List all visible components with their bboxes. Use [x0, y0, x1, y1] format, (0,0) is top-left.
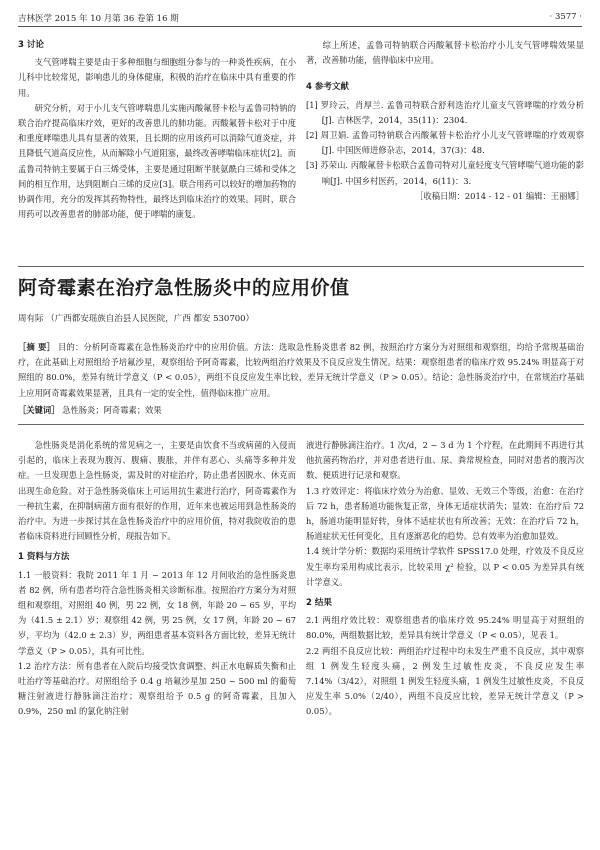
- keywords-text: 急性肠炎；阿奇霉素；效果: [62, 405, 162, 415]
- reference-1: [1] 罗玲云，肖厚兰. 孟鲁司特联合舒利迭治疗儿童支气管哮喘的疗效分析[J]. 吉林医学，2014，35(11)：2304.: [306, 99, 584, 125]
- results-heading: 2 结果: [306, 598, 332, 609]
- reference-3: [3] 苏荣山. 丙酸氟替卡松联合孟鲁司特对儿童轻度支气管哮喘气道功能的影响[J]. 中国乡村医药，2014，6(11)：3.: [306, 160, 584, 186]
- methods-1-2-start: 1.2 治疗方法：所有患者在入院后均接受饮食调整、纠正水电解质失衡和止吐治疗等基础治疗。对照组给予 0.4 g 培氟沙星加 250 ~ 500 ml 的葡萄糖注射液进行静脉滴注治疗；观察组给予 0.5 g 的阿奇霉素，且加入 0.9%，250 ml 的氯化钠注射: [18, 660, 296, 717]
- results-2-1: 2.1 两组疗效比较：观察组患者的临床疗效 95.24% 明显高于对照组的 80.0%，两组数据比较，差异具有统计学意义（P < 0.05），见表 1。: [306, 615, 584, 641]
- discussion-paragraph-2: 研究分析，对于小儿支气管哮喘患儿实施丙酸氟替卡松与孟鲁司特钠的联合治疗提高临床疗效，更好的改善患儿的肺功能。丙酸氟替卡松对于中度和重度哮喘患儿具有显著的效果，且长期的应用该药可以消除气道炎症，并且降低气道高反应性，从而解除小气道阻塞，最终改善哮喘临床症状[2]。而孟鲁司特钠主要属于白三烯受体，主要是通过阻断半胱氨酰白三烯和受体之间的相互作用，达到阻断白三烯的反应[3]。联合用药可以较好的增加药物的协调作用，充分的发挥其药物特性，最终达到临床治疗的效果。同时，联合用药可以改善患者的肺部功能，便于哮喘的康复。: [18, 102, 296, 220]
- methods-1-3: 1.3 疗效评定：将临床疗效分为治愈、显效、无效三个等级，治愈：在治疗后 72 h，患者肠道功能恢复正常，身体无适症状消失；显效：在治疗后 72 h，肠道功能明显好转，身体不适症状也有所改善；无效：在治疗后 72 h，肠道症状无任何变化，且有逐渐恶化的趋势。总有效率为治愈加显效。: [306, 485, 584, 542]
- author-affiliation: 周有际 （广西都安瑶族自治县人民医院，广西 都安 530700）: [18, 314, 255, 324]
- received-date: ［收稿日期：2014 - 12 - 01 编辑：王丽娜］: [415, 190, 584, 201]
- abstract-bottom-rule: [18, 424, 584, 425]
- discussion-heading: 3 讨论: [18, 40, 44, 50]
- abstract-text: 目的：分析阿奇霉素在急性肠炎治疗中的应用价值。方法：选取急性肠炎患者 82 例，按照治疗方案分为对照组和观察组，均给予常规基础治疗，在此基础上对照组给予培氟沙星，观察组给予阿奇霉素，比较两组治疗效果及不良反应发生情况。结果：观察组患者的临床疗效 95.24% 明显高于对照组的 80.0%，差异有统计学意义（P < 0.05），两组不良反应发生率比较，差异无统计学意义（P > 0.05）。结论：急性肠炎治疗中，在常规治疗基础上应用阿奇霉素效果显著，且具有一定的安全性，值得临床推广应用。: [18, 342, 584, 398]
- methods-heading: 1 资料与方法: [18, 552, 70, 563]
- methods-1-2-end: 液进行静脉滴注治疗。1 次/d，2 ~ 3 d 为 1 个疗程，在此期间不再进行其他抗菌药物治疗，并对患者进行血、尿、粪常规检查，同时对患者的腹泻次数、便质进行记录和观察。: [306, 440, 584, 481]
- discussion-paragraph-1: 支气管哮喘主要是由于多种细胞与细胞组分参与的一种炎性疾病，在小儿科中比较常见，影响患儿的身体健康，积极的治疗在临床中具有重要的作用。: [18, 57, 296, 98]
- prev-article-right-column: [306, 38, 584, 204]
- methods-1-1: 1.1 一般资料：我院 2011 年 1 月 ~ 2013 年 12 月间收治的急性肠炎患者 82 例，所有患者均符合急性肠炎相关诊断标准。按照治疗方案分为对照组和观察组，对照组 40 例，男 22 例，女 18 例，年龄 20 ~ 65 岁，平均为（41.5 ± 2.1）岁；观察组 42 例，男 25 例，女 17 例，年龄 20 ~ 67 岁，平均为（42.0 ± 2.3）岁，两组患者基本资料各方面比较，差异无统计学意义（P > 0.05），具有可比性。: [18, 569, 296, 656]
- intro-paragraph: 急性肠炎是消化系统的常见病之一，主要是由饮食不当或病菌的入侵而引起的，临床上表现为腹泻、腹痛、腹胀，并伴有恶心、头痛等多种并发症。一旦发现患上急性肠炎，需及时的对症治疗，防止患者因脱水、休克而出现生命危险。对于急性肠炎临床上可运用抗生素进行治疗，阿奇霉素作为一种抗生素，在抑制病菌方面有很好的作用，近年来也被运用到急性肠炎的治疗中。为进一步探讨其在急性肠炎治疗中的应用价值，特对我院收治的患者临床资料进行回顾性分析，现报告如下。: [18, 440, 296, 542]
- references-heading: 4 参考文献: [306, 82, 349, 93]
- journal-header: 吉林医学 2015 年 10 月第 36 卷第 16 期: [18, 14, 179, 24]
- prev-article-left-column: [18, 38, 296, 222]
- article-title: 阿奇霉素在治疗急性肠炎中的应用价值: [18, 277, 350, 299]
- abstract: [18, 340, 584, 401]
- reference-2: [2] 周卫娟. 孟鲁司特钠联合丙酸氟替卡松治疗小儿支气管哮喘的疗效观察[J]. 中国医师进修杂志，2014，37(3)：48.: [306, 130, 584, 156]
- abstract-label: ［摘 要］: [18, 342, 56, 352]
- keywords-label: ［关键词］: [18, 405, 60, 415]
- header-rule: [18, 26, 582, 27]
- article-top-rule: [18, 266, 584, 267]
- keywords: [18, 404, 162, 416]
- methods-1-4: 1.4 统计学分析：数据均采用统计学软件 SPSS17.0 处理，疗效及不良反应发生率均采用构成比表示，比较采用 χ² 检验，以 P < 0.05 为差异具有统计学意义。: [306, 546, 584, 587]
- article-left-column: [18, 438, 296, 720]
- discussion-paragraph-3: 综上所述，孟鲁司特钠联合丙酸氟替卡松治疗小儿支气管哮喘效果显著，改善肺功能，值得临床中应用。: [306, 40, 584, 66]
- page-number: · 3577 ·: [549, 12, 582, 22]
- article-right-column: [306, 438, 584, 720]
- results-2-2: 2.2 两组不良反应比较：两组治疗过程中均未发生严重不良反应，其中观察组 1 例发生轻度头痛，2 例发生过敏性皮炎，不良反应发生率 7.14%（3/42），对照组 1 例发生轻度头痛，1 例发生过敏性皮炎，不良反应发生率 5.0%（2/40），两组不良反应比较，差异无统计学意义（P > 0.05）。: [306, 645, 584, 717]
